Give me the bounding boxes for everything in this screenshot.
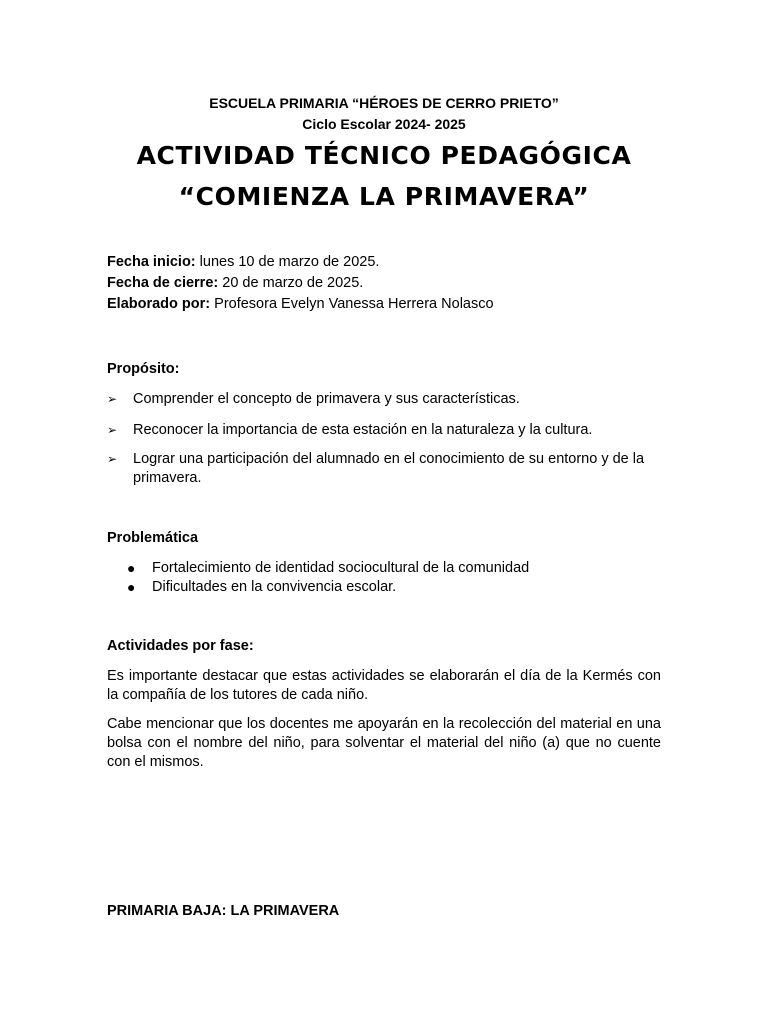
arrow-bullet-icon: ➢ — [107, 423, 118, 437]
problem-heading: Problemática — [107, 530, 199, 546]
problem-item: ● Fortalecimiento de identidad sociocultural de la comunidad — [127, 560, 530, 576]
author-value: Profesora Evelyn Vanessa Herrera Nolasco — [210, 296, 494, 312]
dot-bullet-icon: ● — [127, 579, 136, 595]
start-date-value: lunes 10 de marzo de 2025. — [195, 254, 380, 270]
purpose-heading: Propósito: — [107, 361, 180, 377]
arrow-bullet-icon: ➢ — [107, 452, 118, 466]
purpose-item: ➢ Lograr una participación del alumnado en el conocimiento de su entorno y de la primavera. — [107, 451, 645, 486]
section-heading: PRIMARIA BAJA: LA PRIMAVERA — [107, 903, 340, 919]
purpose-item: ➢ Comprender el concepto de primavera y sus características. — [107, 391, 520, 407]
arrow-bullet-icon: ➢ — [107, 392, 118, 406]
activities-paragraph: Es importante destacar que estas actividades se elaborarán el día de la Kermés con la compañía de los tutores de cada niño. — [107, 668, 661, 703]
start-date-label: Fecha inicio: — [107, 254, 196, 270]
document-title-line1: ACTIVIDAD TÉCNICO PEDAGÓGICA — [136, 141, 632, 170]
author-line — [107, 295, 494, 313]
activities-paragraph: Cabe mencionar que los docentes me apoyarán en la recolección del material en una bolsa con el nombre del niño, para solventar el material del niño (a) que no cuente con el mismos. — [107, 716, 661, 770]
purpose-item: ➢ Reconocer la importancia de esta estación en la naturaleza y la cultura. — [107, 422, 593, 438]
start-date-line — [107, 253, 379, 271]
end-date-label: Fecha de cierre: — [107, 275, 219, 291]
document-title-line2: “COMIENZA LA PRIMAVERA” — [178, 182, 590, 211]
school-name: ESCUELA PRIMARIA “HÉROES DE CERRO PRIETO” — [209, 95, 559, 111]
dot-bullet-icon: ● — [127, 560, 136, 576]
author-label: Elaborado por: — [107, 296, 211, 312]
problem-item: ● Dificultades en la convivencia escolar. — [127, 579, 397, 595]
end-date-value: 20 de marzo de 2025. — [218, 275, 364, 291]
school-cycle: Ciclo Escolar 2024- 2025 — [302, 116, 466, 132]
end-date-line — [107, 274, 363, 292]
activities-heading: Actividades por fase: — [107, 638, 254, 654]
